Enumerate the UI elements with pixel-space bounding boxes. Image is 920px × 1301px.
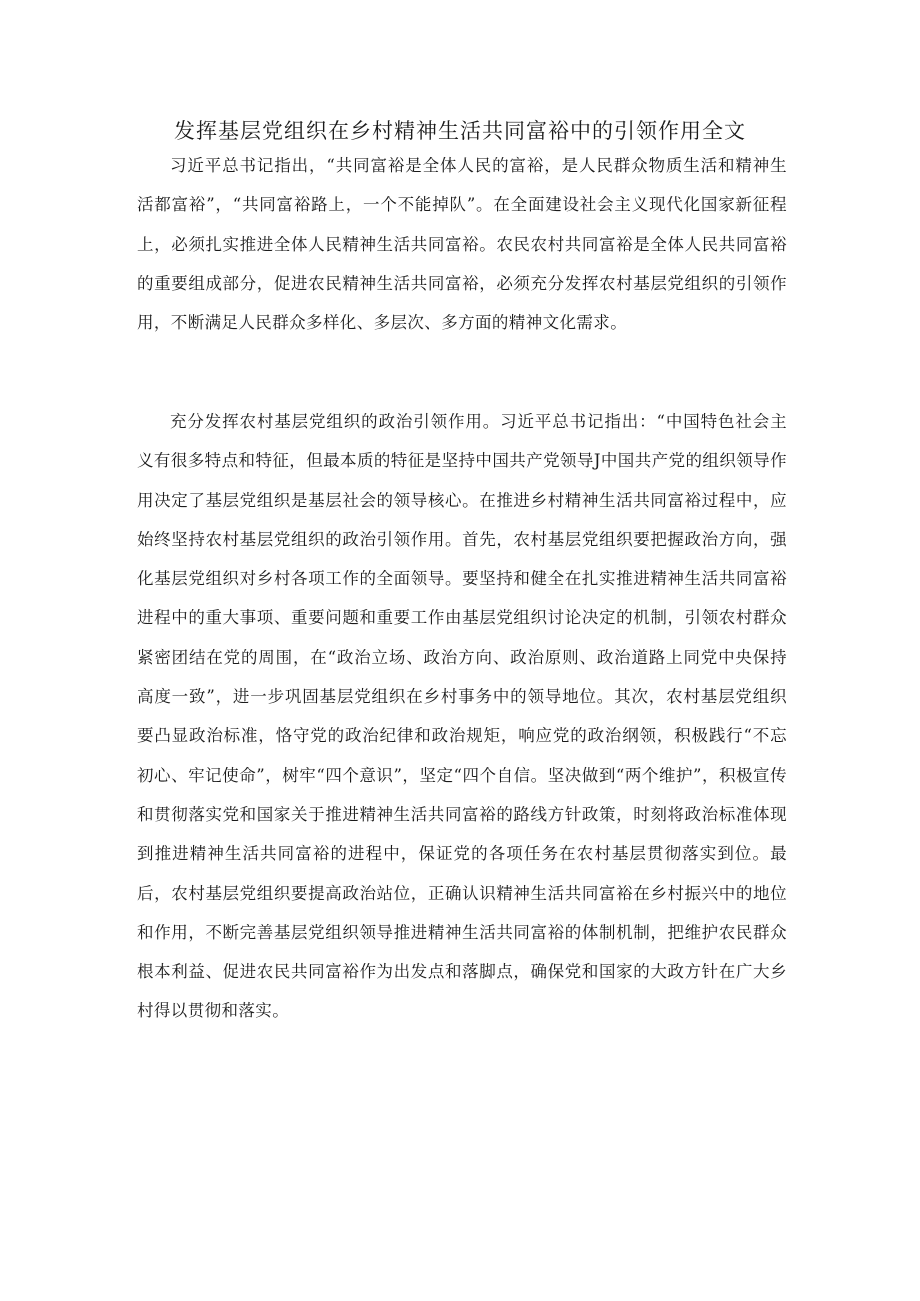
paragraph-1: 习近平总书记指出，“共同富裕是全体人民的富裕，是人民群众物质生活和精神生活都富裕”，“共同富裕路上，一个不能掉队”。在全面建设社会主义现代化国家新征程上，必须扎实推进全体人民精神生活共同富裕。农民农村共同富裕是全体人民共同富裕的重要组成部分，促进农民精神生活共同富裕，必须充分发挥农村基层党组织的引领作用，不断满足人民群众多样化、多层次、多方面的精神文化需求。: [137, 156, 787, 333]
document-title: 发挥基层党组织在乡村精神生活共同富裕中的引领作用全文: [174, 119, 746, 143]
paragraph-2: 充分发挥农村基层党组织的政治引领作用。习近平总书记指出：“中国特色社会主义有很多特点和特征，但最本质的特征是坚持中国共产党领导J中国共产党的组织领导作用决定了基层党组织是基层社会的领导核心。在推进乡村精神生活共同富裕过程中，应始终坚持农村基层党组织的政治引领作用。首先，农村基层党组织要把握政治方向，强化基层党组织对乡村各项工作的全面领导。要坚持和健全在扎实推进精神生活共同富裕进程中的重大事项、重要问题和重要工作由基层党组织讨论决定的机制，引领农村群众紧密团结在党的周围，在“政治立场、政治方向、政治原则、政治道路上同党中央保持高度一致”，进一步巩固基层党组织在乡村事务中的领导地位。其次，农村基层党组织要凸显政治标准，恪守党的政治纪律和政治规矩，响应党的政治纲领，积极践行“不忘初心、牢记使命”，树牢“四个意识”，坚定“四个自信。坚决做到“两个维护”，积极宣传和贯彻落实党和国家关于推进精神生活共同富裕的路线方针政策，时刻将政治标准体现到推进精神生活共同富裕的进程中，保证党的各项任务在农村基层贯彻落实到位。最后，农村基层党组织要提高政治站位，正确认识精神生活共同富裕在乡村振兴中的地位和作用，不断完善基层党组织领导推进精神生活共同富裕的体制机制，把维护农民群众根本利益、促进农民共同富裕作为出发点和落脚点，确保党和国家的大政方针在广大乡村得以贯彻和落实。: [137, 412, 787, 1021]
